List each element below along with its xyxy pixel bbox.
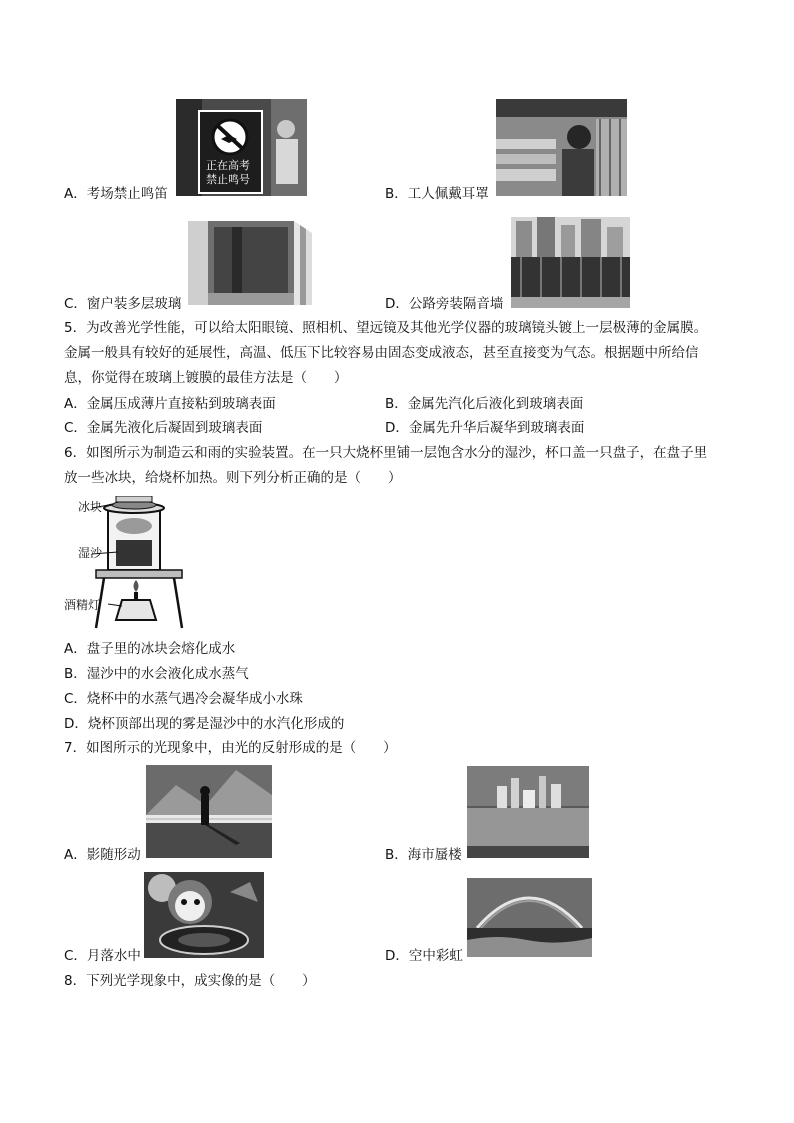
q7-option-b: B．海市蜃楼 [385, 847, 462, 863]
sound-barrier-photo [511, 217, 630, 308]
q6-stem-line1: 6．如图所示为制造云和雨的实验装置。在一只大烧杯里铺一层饱含水分的湿沙，杯口盖一只盘子，在盘子里 [64, 445, 708, 461]
q4-option-c: C．窗户装多层玻璃 [64, 296, 182, 312]
shadow-photo [146, 765, 272, 858]
q4-option-b: B．工人佩戴耳罩 [385, 186, 489, 202]
figure-label-lamp: 酒精灯 [64, 598, 101, 612]
multilayer-window-photo [188, 221, 312, 305]
q5-stem-line2: 金属一般具有较好的延展性，高温、低压下比较容易由固态变成液态，甚至直接变为气态。根据题中所给信 [64, 345, 699, 361]
q6-option-d: D．烧杯顶部出现的雾是湿沙中的水汽化形成的 [64, 716, 345, 732]
q5-stem-line3: 息，你觉得在玻璃上镀膜的最佳方法是（ ） [64, 370, 348, 386]
q6-option-c: C．烧杯中的水蒸气遇冷会凝华成小水珠 [64, 691, 303, 707]
moon-in-water-cartoon [144, 872, 264, 958]
no-horn-sign-photo [176, 99, 307, 196]
figure-label-ice: 冰块 [78, 500, 103, 514]
q5-option-c: C．金属先液化后凝固到玻璃表面 [64, 420, 263, 436]
sign-text-line1: 正在高考 [206, 159, 250, 172]
cloud-rain-apparatus-figure [64, 496, 194, 630]
sign-text-line2: 禁止鸣号 [206, 173, 250, 186]
q7-option-a: A．影随形动 [64, 847, 141, 863]
worker-earmuffs-photo [496, 99, 627, 196]
q4-option-d: D．公路旁装隔音墙 [385, 296, 504, 312]
q7-option-d: D．空中彩虹 [385, 948, 463, 964]
q6-stem-line2: 放一些冰块，给烧杯加热。则下列分析正确的是（ ） [64, 470, 402, 486]
q7-stem: 7．如图所示的光现象中，由光的反射形成的是（ ） [64, 740, 397, 756]
q6-option-b: B．湿沙中的水会液化成水蒸气 [64, 666, 249, 682]
q5-option-b: B．金属先汽化后液化到玻璃表面 [385, 396, 584, 412]
rainbow-photo [467, 878, 592, 957]
q5-option-d: D．金属先升华后凝华到玻璃表面 [385, 420, 585, 436]
q4-option-a: A．考场禁止鸣笛 [64, 186, 168, 202]
q5-option-a: A．金属压成薄片直接粘到玻璃表面 [64, 396, 276, 412]
q5-stem-line1: 5．为改善光学性能，可以给太阳眼镜、照相机、望远镜及其他光学仪器的玻璃镜头镀上一层极薄的金属膜。 [64, 320, 708, 336]
q8-stem: 8．下列光学现象中，成实像的是（ ） [64, 973, 316, 989]
q6-option-a: A．盘子里的冰块会熔化成水 [64, 641, 236, 657]
mirage-photo [467, 766, 589, 858]
q7-option-c: C．月落水中 [64, 948, 141, 964]
figure-label-sand: 湿沙 [78, 546, 103, 560]
